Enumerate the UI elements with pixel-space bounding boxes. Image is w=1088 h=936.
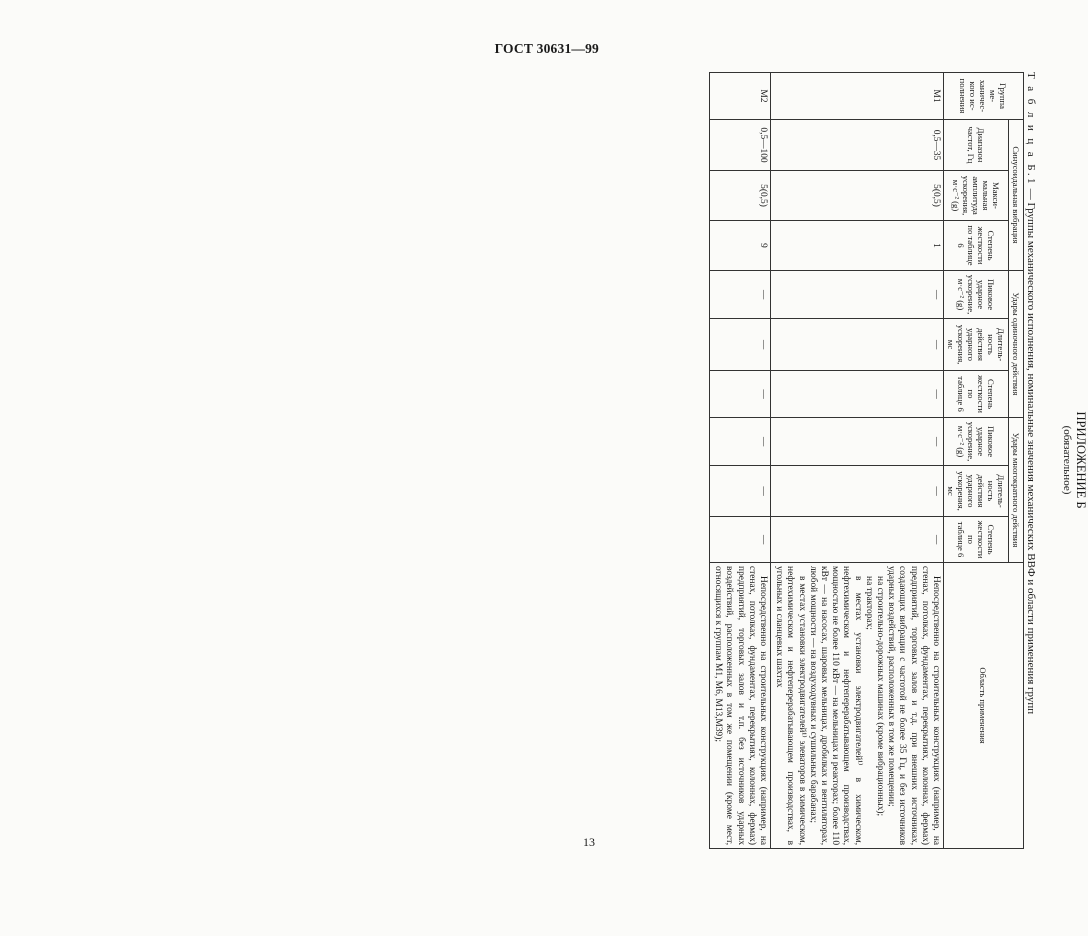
header-duration: Длитель-ность действия ударного ускорения, мс [944, 319, 1009, 371]
table-row [709, 73, 770, 849]
cell-freq: 0,5—35 [770, 120, 943, 171]
application-paragraph: на строительно-дорожных машинах (кроме вибрационных); [874, 576, 885, 817]
rotated-page-content [62, 72, 1088, 848]
table-caption-text: — Группы механического исполнения, номинальные значения механических ВВФ и области применения групп [1025, 185, 1037, 715]
cell-amplitude: 5(0,5) [770, 171, 943, 221]
cell-single-peak: — [709, 271, 770, 319]
table-caption-label: Т а б л и ц а Б.1 [1025, 72, 1037, 186]
header-group: Группа ме-ханичес-кого ис-полнения [944, 73, 1024, 120]
cell-application [770, 563, 943, 849]
cell-severity: 9 [709, 221, 770, 271]
application-paragraph: Непосредственно на строительных конструкциях (например, на стенах, потолках, фундаментах, перекрытиях, колоннах, фермах) предприятий, торговых залов и т.п. без источников ударных воздействий, расположенных в том же помещении (кроме мест, относящихся к группам М1, М6, М13,М39); [713, 566, 768, 846]
cell-freq: 0,5—100 [709, 120, 770, 171]
header-peak-accel: Пиковое ударное ускорение, м·с⁻² (g) [944, 418, 1009, 466]
cell-multi-peak: — [770, 418, 943, 466]
cell-single-duration: — [770, 319, 943, 371]
table-header-row [1009, 73, 1024, 849]
application-paragraph: на тракторах; [863, 576, 874, 630]
header-peak-accel: Пиковое ударное ускорение, м·с⁻² (g) [944, 271, 1009, 319]
cell-multi-duration: — [770, 466, 943, 517]
appendix-subtitle: (обязательное) [1061, 425, 1073, 495]
cell-multi-severity: — [709, 517, 770, 563]
cell-single-severity: — [770, 371, 943, 418]
header-max-amplitude: Макси-мальная амплитуда ускорения, м·с⁻² (g) [944, 171, 1009, 221]
header-freq-range: Диапазон частот, Гц [944, 120, 1009, 171]
standard-number: ГОСТ 30631—99 [494, 41, 599, 56]
header-single-shock: Удары одиночного действия [1009, 271, 1024, 418]
header-multi-shock: Удары многократного действия [1009, 418, 1024, 563]
cell-application [709, 563, 770, 849]
cell-multi-severity: — [770, 517, 943, 563]
cell-single-peak: — [770, 271, 943, 319]
header-sine-vibration: Синусоидальная вибрация [1009, 120, 1024, 271]
cell-group: М1 [770, 73, 943, 120]
cell-single-severity: — [709, 371, 770, 418]
page-number: 13 [583, 835, 595, 849]
cell-multi-peak: — [709, 418, 770, 466]
cell-multi-duration: — [709, 466, 770, 517]
header-severity: Степень жесткости по таблице 6 [944, 371, 1009, 418]
cell-group: М2 [709, 73, 770, 120]
header-duration: Длитель-ность действия ударного ускорения, мс [944, 466, 1009, 517]
application-paragraph: в местах установки электродвигателей¹⁾ в химическом, нефтехимическом и нефтеперерабатывающем производствах, мощностью не более 110 кВт — на мельницах и реакторах; более 110 кВт — на насосах, шаровых мельницах, дробилках и вентиляторах, любой мощности — на воздуходувных и сушильных барабанах; [807, 566, 863, 846]
application-paragraph: Непосредственно на строительных конструкциях (например, на стенах, потолках, фундаментах, перекрытиях, колоннах, фермах) предприятий, торговых залов и т.д. при внешних источниках, создающих вибрации с частотой не более 35 Гц, и без источников ударных воздействий, расположенных в том же помещении; [886, 566, 941, 846]
appendix-heading [1060, 72, 1088, 848]
header-application: Область применения [944, 563, 1024, 849]
cell-amplitude: 5(0,5) [709, 171, 770, 221]
table-caption [1025, 72, 1037, 848]
cell-single-duration: — [709, 319, 770, 371]
application-paragraph: в местах установки электродвигателей¹⁾ элеваторов в химическом, нефтехимическом и нефтеперерабатывающем производствах, в угольных и сланцевых шахтах [774, 566, 807, 846]
header-severity: Степень жесткости по таблице 6 [944, 221, 1009, 271]
cell-severity: 1 [770, 221, 943, 271]
header-severity: Степень жесткости по таблице 6 [944, 517, 1009, 563]
appendix-title: ПРИЛОЖЕНИЕ Б [1074, 411, 1088, 509]
table-row [770, 73, 943, 849]
mechanical-groups-table [709, 72, 1024, 849]
